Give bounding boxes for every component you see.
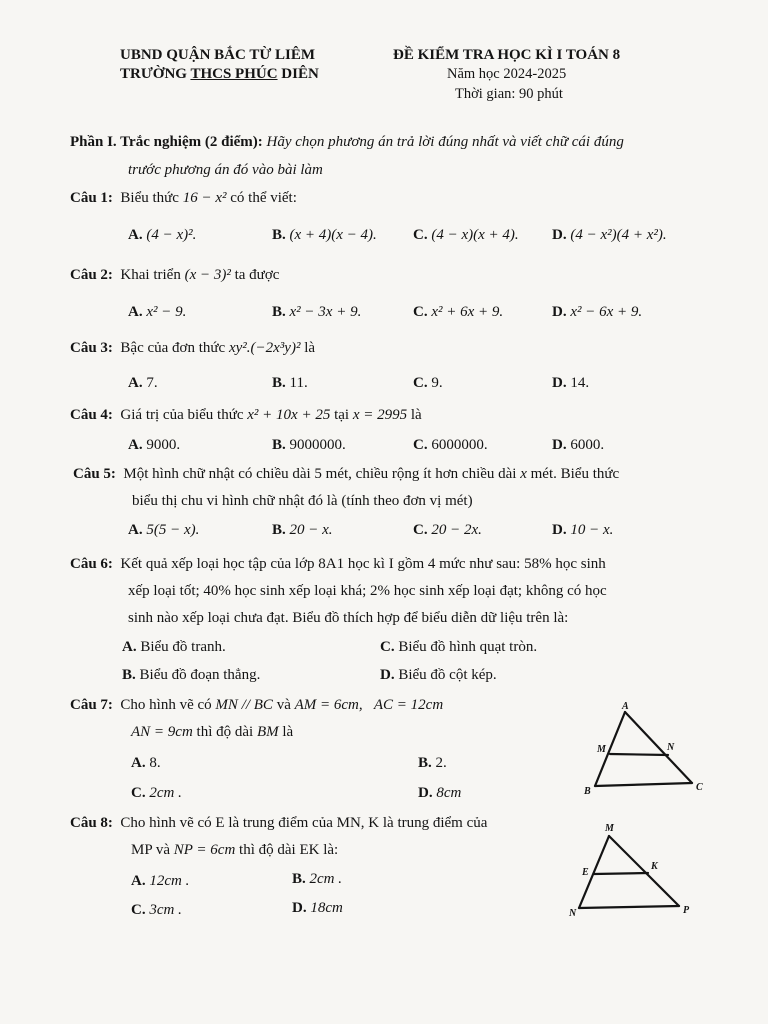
question-8-stem-line2 [131,842,338,859]
question-7-option-d [418,785,461,802]
option-text: 18cm [310,900,343,916]
question-2-label: Câu 2: [70,267,113,283]
option-letter: D. [552,304,567,320]
stem-math: AC = 12cm [373,697,444,713]
question-5-stem-line1 [73,466,619,483]
question-5-option-d [552,522,613,539]
question-7-label: Câu 7: [70,697,113,713]
option-letter: B. [272,304,286,320]
point-k-label: K [651,861,658,872]
option-text: 20 − x. [289,522,333,538]
option-text: 14. [570,375,590,391]
option-letter: D. [552,375,567,391]
stem-text: Cho hình vẽ có [120,697,216,713]
question-8-triangle-figure [565,818,700,923]
question-5-option-c [413,522,482,539]
option-text: 8. [149,755,161,771]
point-n-label: N [569,908,577,919]
option-letter: B. [122,667,136,683]
point-c-label: C [696,782,703,793]
option-text: 8cm [436,785,462,801]
question-6-stem-line2: xếp loại tốt; 40% học sinh xếp loại khá; 2% học sinh xếp loại đạt; không có học [128,583,607,599]
question-3-stem [70,340,315,357]
question-8-option-a [131,873,189,890]
side-mp [609,836,679,906]
school-name-prefix: TRƯỜNG [120,66,191,82]
option-text: (4 − x²)(4 + x²). [570,227,667,243]
option-text: 6000. [570,437,605,453]
school-name [120,66,319,83]
part1-title: Phần I. Trắc nghiệm (2 điểm): [70,134,263,150]
option-letter: A. [122,639,137,655]
question-1-option-c [413,227,519,244]
stem-math: 16 − x² [182,190,227,206]
question-4-label: Câu 4: [70,407,113,423]
question-3-label: Câu 3: [70,340,113,356]
option-text: 7. [146,375,158,391]
stem-text: Bậc của đơn thức [120,340,229,356]
stem-text: và [272,697,295,713]
stem-text: thì độ dài EK là: [235,842,339,858]
stem-math: MN // BC [215,697,273,713]
point-n-label: N [667,742,675,753]
part1-heading [70,134,624,151]
option-letter: B. [272,437,286,453]
question-8-option-c [131,902,182,919]
stem-text: mét. Biểu thức [526,466,620,482]
option-letter: B. [272,522,286,538]
question-7-option-a [131,755,161,772]
option-letter: C. [413,375,428,391]
school-name-suffix: DIÊN [277,66,319,82]
question-2-option-a [128,304,186,321]
option-letter: A. [128,227,143,243]
option-letter: C. [380,639,395,655]
question-6-stem-line3: sinh nào xếp loại chưa đạt. Biểu đồ thích hợp để biểu diễn dữ liệu trên là: [128,610,569,626]
option-letter: B. [272,375,286,391]
question-5-label: Câu 5: [73,466,116,482]
question-4-option-b [272,437,346,454]
option-text: (4 − x)(x + 4). [431,227,519,243]
stem-text: tại [330,407,353,423]
stem-math: BM [256,724,279,740]
option-letter: C. [413,522,428,538]
option-text: 12cm . [149,873,190,889]
question-8-option-b [292,871,342,888]
stem-text: thì độ dài [192,724,257,740]
question-8-label: Câu 8: [70,815,113,831]
stem-text: MP và [131,842,174,858]
stem-math: x = 2995 [352,407,408,423]
stem-math: xy².(−2x³y)² [228,340,301,356]
option-text: (4 − x)². [146,227,197,243]
question-4-option-d [552,437,604,454]
question-1-stem [70,190,297,207]
option-letter: C. [413,227,428,243]
question-7-option-c [131,785,182,802]
option-text: x² − 3x + 9. [289,304,362,320]
option-text: 9000. [146,437,181,453]
question-2-stem [70,267,279,284]
stem-text: Một hình chữ nhật có chiều dài 5 mét, chiều rộng ít hơn chiều dài [123,466,521,482]
point-b-label: B [584,786,591,797]
question-3-option-d [552,375,589,392]
question-5-option-b [272,522,333,539]
option-letter: D. [418,785,433,801]
option-letter: C. [131,902,146,918]
question-7-option-b [418,755,447,772]
stem-text: là [278,724,294,740]
question-7-stem-line1 [70,697,443,714]
option-text: 6000000. [431,437,488,453]
option-text: 2. [435,755,447,771]
question-2-option-c [413,304,503,321]
stem-text: Khai triển [120,267,185,283]
question-5-stem-line2: biểu thị chu vi hình chữ nhật đó là (tính theo đơn vị mét) [132,493,473,509]
option-text: 10 − x. [570,522,614,538]
stem-text: có thể viết: [226,190,297,206]
option-letter: A. [131,873,146,889]
exam-title: ĐỀ KIỂM TRA HỌC KÌ I TOÁN 8 [393,47,621,63]
option-letter: D. [552,437,567,453]
question-3-option-b [272,375,308,392]
segment-ek [594,873,648,874]
option-letter: D. [292,900,307,916]
option-text: 3cm . [149,902,182,918]
side-np [579,906,679,908]
stem-math: NP = 6cm [173,842,236,858]
point-p-label: P [683,905,690,916]
question-3-option-a [128,375,158,392]
stem-text: ta được [230,267,280,283]
option-text: x² − 9. [146,304,187,320]
option-text: Biểu đồ hình quạt tròn. [398,639,538,655]
question-2-option-d [552,304,642,321]
question-5-option-a [128,522,199,539]
option-text: 2cm . [149,785,182,801]
option-text: x² − 6x + 9. [570,304,643,320]
question-7-stem-line2 [131,724,293,741]
option-letter: A. [131,755,146,771]
point-a-label: A [622,701,629,712]
question-1-option-b [272,227,377,244]
question-1-label: Câu 1: [70,190,113,206]
option-text: x² + 6x + 9. [431,304,504,320]
option-letter: C. [413,304,428,320]
question-6-stem-line1 [70,556,606,573]
part1-instruction-line2: trước phương án đó vào bài làm [128,162,323,178]
option-letter: A. [128,375,143,391]
option-letter: D. [380,667,395,683]
exam-duration: Thời gian: 90 phút [455,86,563,102]
question-2-option-b [272,304,361,321]
point-m-label: M [605,823,614,834]
option-text: Biểu đồ tranh. [140,639,226,655]
option-text: 5(5 − x). [146,522,200,538]
option-letter: D. [552,227,567,243]
option-text: 9000000. [289,437,346,453]
option-letter: D. [552,522,567,538]
stem-text: Cho hình vẽ có E là trung điểm của MN, K là trung điểm của [120,815,488,831]
stem-math: x² + 10x + 25 [247,407,331,423]
question-3-option-c [413,375,443,392]
option-text: 20 − 2x. [431,522,482,538]
question-6-option-c [380,639,537,656]
option-text: 11. [289,375,308,391]
stem-math: (x − 3)² [184,267,231,283]
stem-math: AN = 9cm [131,724,193,740]
option-letter: C. [131,785,146,801]
question-8-option-d [292,900,343,917]
school-year: Năm học 2024-2025 [447,66,567,82]
question-6-option-d [380,667,497,684]
side-ac [625,712,692,783]
question-7-triangle-figure [580,700,710,800]
question-8-stem-line1 [70,815,487,832]
option-text: 9. [431,375,443,391]
stem-math: AM = 6cm, [294,697,363,713]
school-name-underlined: THCS PHÚC [190,66,278,82]
stem-math: x [520,466,527,482]
question-1-option-a [128,227,196,244]
point-m-label: M [597,744,606,755]
side-bc [595,783,692,786]
question-6-option-a [122,639,226,656]
question-1-option-d [552,227,667,244]
option-letter: B. [292,871,306,887]
option-text: Biểu đồ cột kép. [398,667,497,683]
option-text: 2cm . [309,871,343,887]
stem-text: là [300,340,316,356]
option-letter: A. [128,522,143,538]
option-letter: A. [128,437,143,453]
question-6-option-b [122,667,260,684]
stem-text: Giá trị của biểu thức [120,407,248,423]
question-4-option-c [413,437,488,454]
option-text: Biểu đồ đoạn thẳng. [139,667,261,683]
option-letter: B. [418,755,432,771]
question-6-label: Câu 6: [70,556,113,572]
option-text: (x + 4)(x − 4). [289,227,377,243]
stem-text: Biểu thức [120,190,183,206]
stem-text: là [407,407,422,423]
option-letter: A. [128,304,143,320]
point-e-label: E [582,867,589,878]
question-4-stem [70,407,422,424]
question-4-option-a [128,437,180,454]
stem-text: Kết quả xếp loại học tập của lớp 8A1 học kì I gồm 4 mức như sau: 58% học sinh [120,556,606,572]
option-letter: C. [413,437,428,453]
school-district: UBND QUẬN BẮC TỪ LIÊM [120,47,316,63]
option-letter: B. [272,227,286,243]
segment-mn [610,754,668,755]
part1-instruction-line1: Hãy chọn phương án trả lời đúng nhất và viết chữ cái đúng [266,134,624,150]
